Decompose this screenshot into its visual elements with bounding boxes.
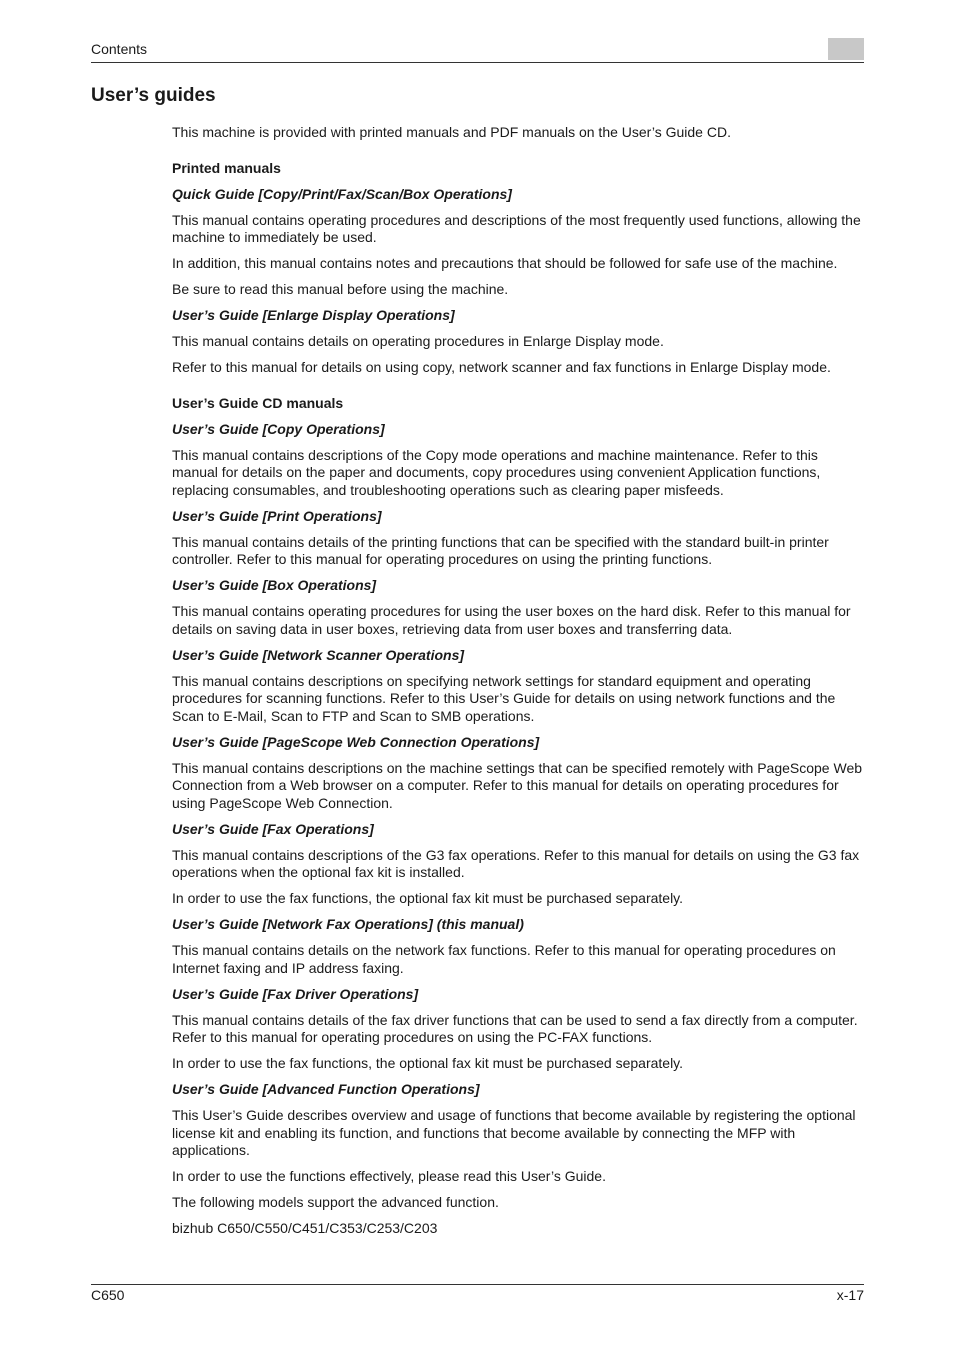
quick-guide-text-1: This manual contains operating procedures and descriptions of the most frequently used functions, allowing the machine to immediately be used. bbox=[172, 211, 861, 245]
quick-guide-text-3: Be sure to read this manual before using the machine. bbox=[172, 281, 509, 297]
network-scanner-guide-title: User’s Guide [Network Scanner Operations] bbox=[172, 646, 465, 663]
cd-manuals-heading: User’s Guide CD manuals bbox=[172, 394, 344, 411]
printed-manuals-heading: Printed manuals bbox=[172, 159, 281, 176]
pagescope-guide-text-1: This manual contains descriptions on the machine settings that can be specified remotely with PageScope Web Connection from a Web browser on a computer. Refer to this manual for details on operating procedures for using PageScope Web Connection. bbox=[172, 759, 863, 811]
pagescope-guide-title: User’s Guide [PageScope Web Connection Operations] bbox=[172, 733, 540, 750]
header-tab-marker bbox=[828, 38, 864, 60]
copy-guide-title: User’s Guide [Copy Operations] bbox=[172, 420, 385, 437]
box-guide-title: User’s Guide [Box Operations] bbox=[172, 577, 377, 593]
header-rule bbox=[91, 62, 864, 63]
fax-driver-guide-text-1 bbox=[172, 1012, 864, 1047]
advanced-guide-title: User’s Guide [Advanced Function Operations] bbox=[172, 1081, 480, 1097]
document-body bbox=[172, 124, 864, 1246]
fax-driver-guide-title: User’s Guide [Fax Driver Operations] bbox=[172, 985, 419, 1002]
print-guide-text-1: This manual contains details of the printing functions that can be specified with the standard built-in printer controller. Refer to this manual for operating procedures on using the printing functions. bbox=[172, 533, 829, 567]
advanced-guide-text-1: This User’s Guide describes overview and usage of functions that become available by registering the optional license kit and enabling its function, and functions that become available by connecting the MFP with applications. bbox=[172, 1107, 856, 1158]
enlarge-guide-title: User’s Guide [Enlarge Display Operations] bbox=[172, 307, 455, 323]
footer-model: C650 bbox=[91, 1287, 125, 1303]
fax-driver-guide-text-1a: This manual contains details of the fax driver functions that can be used to send a fax directly from a computer. bbox=[172, 1011, 858, 1028]
enlarge-guide-text-1: This manual contains details on operating procedures in Enlarge Display mode. bbox=[172, 333, 664, 349]
advanced-guide-models: bizhub C650/C550/C451/C353/C253/C203 bbox=[172, 1220, 438, 1236]
print-guide-title: User’s Guide [Print Operations] bbox=[172, 507, 382, 524]
intro-paragraph: This machine is provided with printed manuals and PDF manuals on the User’s Guide CD. bbox=[172, 124, 731, 140]
box-guide-text-1: This manual contains operating procedures for using the user boxes on the hard disk. Refer to this manual for details on saving data in user boxes, retrieving data from user boxes and transferring data. bbox=[172, 603, 851, 637]
fax-driver-guide-text-2: In order to use the fax functions, the optional fax kit must be purchased separately. bbox=[172, 1055, 684, 1071]
network-fax-guide-text-1: This manual contains details on the network fax functions. Refer to this manual for operating procedures on Internet faxing and IP address faxing. bbox=[172, 942, 836, 976]
fax-guide-text-2: In order to use the fax functions, the optional fax kit must be purchased separately. bbox=[172, 890, 684, 906]
section-title: User’s guides bbox=[91, 85, 216, 106]
copy-guide-text-1: This manual contains descriptions of the Copy mode operations and machine maintenance. Refer to this manual for details on the paper and documents, copy procedures using convenient Application functions, replacing consumables, and troubleshooting operations such as clearing paper misfeeds. bbox=[172, 446, 821, 498]
network-fax-guide-title: User’s Guide [Network Fax Operations] (this manual) bbox=[172, 916, 524, 932]
network-scanner-guide-text-1: This manual contains descriptions on specifying network settings for standard equipment and operating procedures for scanning functions. Refer to this User’s Guide for details on using network functions and the Scan to E-Mail, Scan to FTP and Scan to SMB operations. bbox=[172, 672, 836, 724]
advanced-guide-text-2: In order to use the functions effectively, please read this User’s Guide. bbox=[172, 1168, 606, 1184]
footer-page-number: x-17 bbox=[836, 1287, 864, 1303]
enlarge-guide-text-2: Refer to this manual for details on using copy, network scanner and fax functions in Enlarge Display mode. bbox=[172, 359, 831, 375]
fax-guide-text-1: This manual contains descriptions of the G3 fax operations. Refer to this manual for details on using the G3 fax operations when the optional fax kit is installed. bbox=[172, 846, 860, 880]
fax-driver-guide-text-1b: Refer to this manual for operating procedures on using the PC-FAX functions. bbox=[172, 1029, 653, 1045]
quick-guide-title: Quick Guide [Copy/Print/Fax/Scan/Box Operations] bbox=[172, 185, 512, 202]
fax-guide-title: User’s Guide [Fax Operations] bbox=[172, 820, 374, 837]
advanced-guide-text-3: The following models support the advanced function. bbox=[172, 1194, 499, 1210]
footer-rule bbox=[91, 1284, 864, 1285]
header-label: Contents bbox=[91, 41, 148, 57]
quick-guide-text-2: In addition, this manual contains notes and precautions that should be followed for safe use of the machine. bbox=[172, 255, 838, 271]
